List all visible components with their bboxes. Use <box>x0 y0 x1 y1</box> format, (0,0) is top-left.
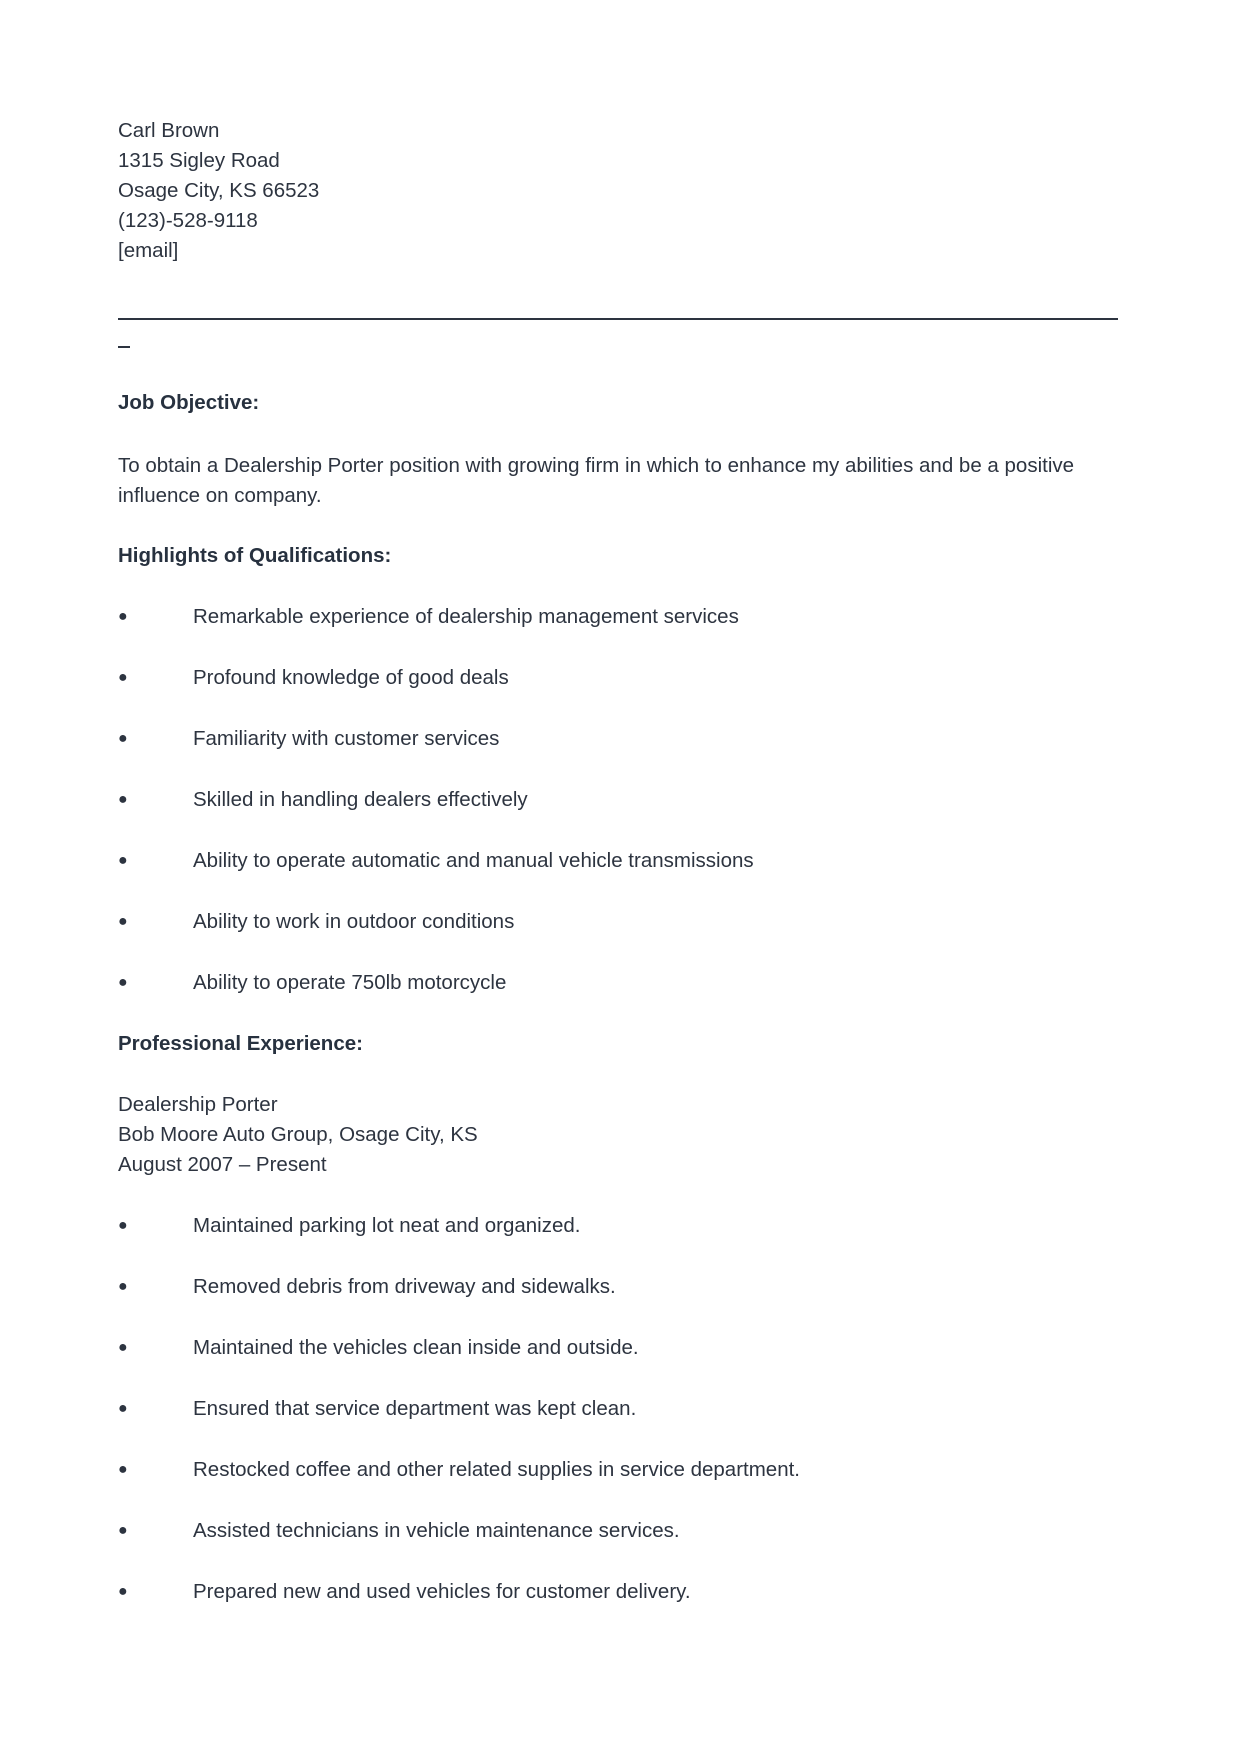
qualification-text: Ability to work in outdoor conditions <box>193 910 515 933</box>
qualification-text: Profound knowledge of good deals <box>193 666 509 689</box>
qualification-text: Ability to operate automatic and manual vehicle transmissions <box>193 849 754 872</box>
bullet-icon: ● <box>118 1461 128 1478</box>
bullet-icon: ● <box>118 1339 128 1356</box>
objective-text: To obtain a Dealership Porter position with growing firm in which to enhance my abilities and be a positive influence on company. <box>118 454 1075 507</box>
contact-street: 1315 Sigley Road <box>118 149 280 172</box>
qualification-text: Familiarity with customer services <box>193 727 500 750</box>
qualifications-heading: Highlights of Qualifications: <box>118 544 392 567</box>
bullet-icon: ● <box>118 608 128 625</box>
separator-line-tail <box>118 346 130 348</box>
bullet-icon: ● <box>118 974 128 991</box>
qualification-text: Ability to operate 750lb motorcycle <box>193 971 507 994</box>
experience-text: Removed debris from driveway and sidewalks. <box>193 1275 616 1298</box>
bullet-icon: ● <box>118 1522 128 1539</box>
contact-city: Osage City, KS 66523 <box>118 179 320 202</box>
separator-line <box>118 318 1118 320</box>
job-dates: August 2007 – Present <box>118 1153 327 1176</box>
bullet-icon: ● <box>118 852 128 869</box>
experience-text: Maintained parking lot neat and organized. <box>193 1214 581 1237</box>
experience-text: Ensured that service department was kept clean. <box>193 1397 637 1420</box>
bullet-icon: ● <box>118 1278 128 1295</box>
experience-text: Maintained the vehicles clean inside and outside. <box>193 1336 639 1359</box>
contact-email: [email] <box>118 239 179 262</box>
experience-text: Prepared new and used vehicles for customer delivery. <box>193 1580 691 1603</box>
objective-heading: Job Objective: <box>118 391 260 414</box>
job-title: Dealership Porter <box>118 1093 278 1116</box>
experience-heading: Professional Experience: <box>118 1032 363 1055</box>
employer: Bob Moore Auto Group, Osage City, KS <box>118 1123 478 1146</box>
bullet-icon: ● <box>118 1583 128 1600</box>
bullet-icon: ● <box>118 1400 128 1417</box>
bullet-icon: ● <box>118 669 128 686</box>
contact-name: Carl Brown <box>118 119 220 142</box>
bullet-icon: ● <box>118 730 128 747</box>
contact-phone: (123)-528-9118 <box>118 209 258 232</box>
experience-text: Restocked coffee and other related supplies in service department. <box>193 1458 801 1481</box>
bullet-icon: ● <box>118 1217 128 1234</box>
bullet-icon: ● <box>118 791 128 808</box>
qualification-text: Remarkable experience of dealership management services <box>193 605 739 628</box>
qualification-text: Skilled in handling dealers effectively <box>193 788 528 811</box>
experience-text: Assisted technicians in vehicle maintenance services. <box>193 1519 680 1542</box>
resume-page <box>118 0 1128 1757</box>
bullet-icon: ● <box>118 913 128 930</box>
